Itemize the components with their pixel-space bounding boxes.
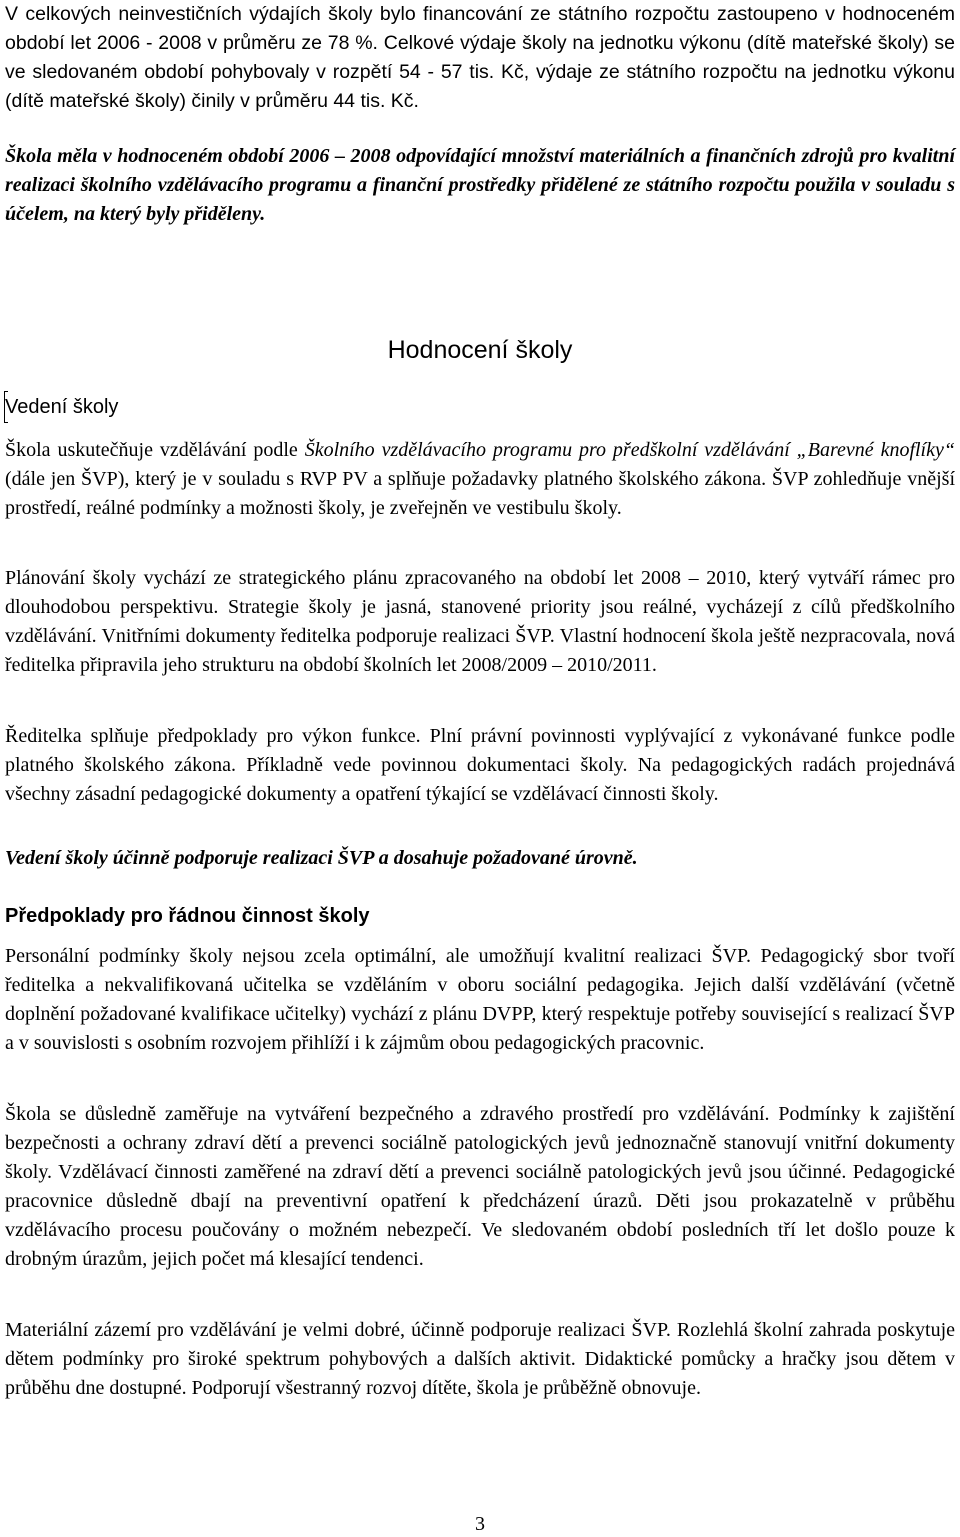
intro-paragraph-conclusion: Škola měla v hodnoceném období 2006 – 2008 odpovídající množství materiálních a finančních zdrojů pro kvalitní realizaci školního vzdělávacího programu a finanční prostředky přidělené ze státního rozpočtu použila v souladu s účelem, na který byly přiděleny. [5, 145, 955, 225]
section-heading-vedeni-skoly: Vedení školy [5, 396, 119, 418]
section2-paragraph-personnel: Personální podmínky školy nejsou zcela optimální, ale umožňují kvalitní realizaci ŠVP. Pedagogický sbor tvoří ředitelka a nekvalifikovaná učitelka se vzděláním v oboru sociální pedagogika. Jejich další vzdělávání (včetně doplnění požadované kvalifikace učitelky) vychází z plánu DVPP, který respektuje potřeby související s realizací ŠVP a v souvislosti s osobním rozvojem přihlíží i k zájmům obou pedagogických pracovnic. [5, 945, 955, 1054]
section1-paragraph-svp [5, 436, 955, 523]
section1-p1-start: Škola uskutečňuje vzdělávání podle [5, 439, 305, 461]
section1-paragraph-planning: Plánování školy vychází ze strategického plánu zpracovaného na období let 2008 – 2010, který vytváří rámec pro dlouhodobou perspektivu. Strategie školy je jasná, stanovené priority jsou reálné, vycházejí z cílů předškolního vzdělávání. Vnitřními dokumenty ředitelka podporuje realizaci ŠVP. Vlastní hodnocení škola ještě nezpracovala, nová ředitelka připravila jeho strukturu na období školních let 2008/2009 – 2010/2011. [5, 567, 955, 676]
section1-conclusion: Vedení školy účinně podporuje realizaci ŠVP a dosahuje požadované úrovně. [5, 847, 638, 869]
page-title: Hodnocení školy [387, 336, 573, 364]
section1-p1-program-name: Školního vzdělávacího programu pro předškolní vzdělávání „Barevné knoflíky“ [304, 439, 955, 461]
section1-p1-end: (dále jen ŠVP), který je v souladu s RVP PV a splňuje požadavky platného školského zákona. ŠVP zohledňuje vnější prostředí, reálné podmínky a možnosti školy, je zveřejněn ve vestibulu školy. [5, 468, 955, 519]
page-number: 3 [475, 1513, 485, 1535]
section2-paragraph-material: Materiální zázemí pro vzdělávání je velmi dobré, účinně podporuje realizaci ŠVP. Rozlehlá školní zahrada poskytuje dětem podmínky pro široké spektrum pohybových a dalších aktivit. Didaktické pomůcky a hračky jsou dětem v průběhu dne dostupné. Podporují všestranný rozvoj dítěte, škola je průběžně obnovuje. [5, 1319, 955, 1399]
section-heading-predpoklady: Předpoklady pro řádnou činnost školy [5, 905, 370, 927]
section2-paragraph-safety: Škola se důsledně zaměřuje na vytváření bezpečného a zdravého prostředí pro vzdělávání. Podmínky k zajištění bezpečnosti a ochrany zdraví dětí a prevenci sociálně patologických jevů jednoznačně stanovují vnitřní dokumenty školy. Vzdělávací činnosti zaměřené na zdraví dětí a prevenci sociálně patologických jevů jsou účinné. Pedagogické pracovnice důsledně dbají na preventivní opatření k předcházení úrazů. Děti jsou prokazatelně v průběhu vzdělávacího procesu poučovány o možném nebezpečí. Ve sledovaném období posledních tří let došlo pouze k drobným úrazům, jejich počet má klesající tendenci. [5, 1103, 955, 1270]
section1-paragraph-director: Ředitelka splňuje předpoklady pro výkon funkce. Plní právní povinnosti vyplývající z vykonávané funkce podle platného školského zákona. Příkladně vede povinnou dokumentaci školy. Na pedagogických radách projednává všechny zásadní pedagogické dokumenty a opatření týkající se vzdělávací činnosti školy. [5, 725, 955, 805]
intro-paragraph-finance: V celkových neinvestičních výdajích školy bylo financování ze státního rozpočtu zastoupeno v hodnoceném období let 2006 - 2008 v průměru ze 78 %. Celkové výdaje školy na jednotku výkonu (dítě mateřské školy) se ve sledovaném období pohybovaly v rozpětí 54 - 57 tis. Kč, výdaje ze státního rozpočtu na jednotku výkonu (dítě mateřské školy) činily v průměru 44 tis. Kč. [5, 3, 955, 112]
